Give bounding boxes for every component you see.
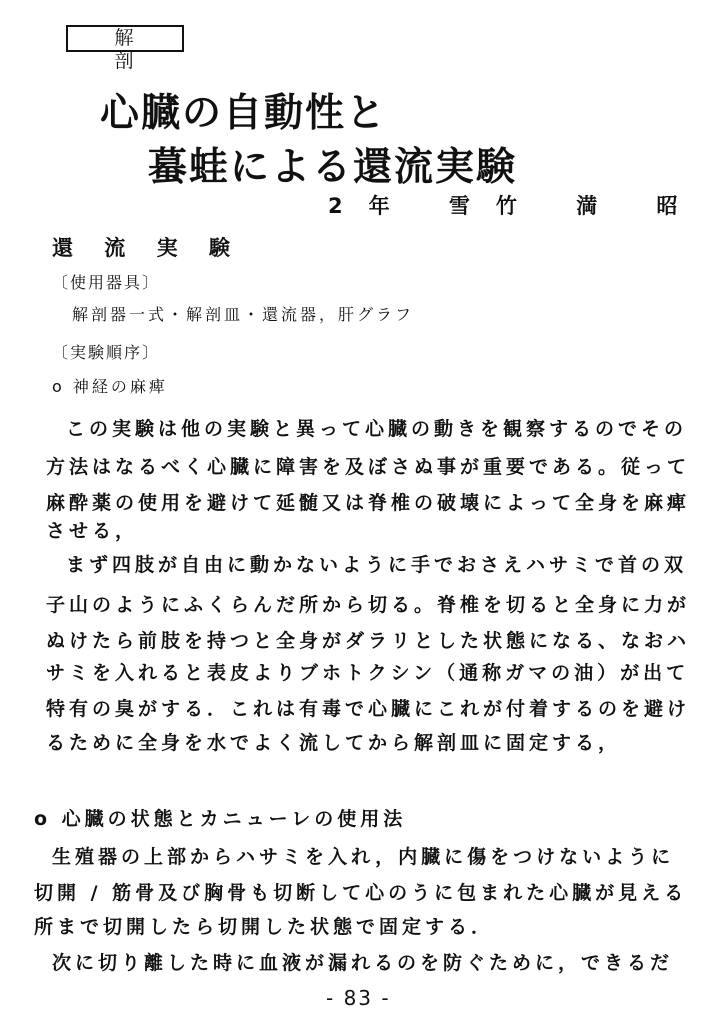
sub-heading-heart: o 心臓の状態とカニューレの使用法 — [34, 808, 407, 830]
equipment-list: 解剖器一式・解剖皿・還流器，肝グラフ — [72, 305, 415, 324]
title-line-2: 蟇蛙による還流実験 — [148, 144, 518, 190]
para2-line: るために全身を水でよく流してから解剖皿に固定する， — [46, 732, 622, 754]
para1-line: させる， — [46, 520, 139, 542]
para3-line: 次に切り離した時に血液が漏れるのを防ぐために，できるだ — [52, 952, 674, 974]
procedure-heading: 〔実験順序〕 — [52, 343, 161, 362]
para2-line: ぬけたら前肢を持つと全身がダラリとした状態になる、なおハ — [46, 630, 691, 652]
author: 2年 雪竹 満 昭 — [328, 194, 704, 218]
para3-line: 生殖器の上部からハサミを入れ，内臓に傷をつけないように — [52, 846, 675, 868]
para2-line: まず四肢が自由に動かないように手でおさえハサミで首の双 — [66, 554, 688, 576]
para1-line: この実験は他の実験と異って心臓の動きを観察するのでその — [66, 418, 688, 440]
para1-line: 麻酔薬の使用を避けて延髄又は脊椎の破壊によって全身を麻痺 — [46, 492, 691, 514]
experiment-heading: 還 流 実 験 — [52, 236, 242, 260]
para1-line: 方法はなるべく心臓に障害を及ぼさぬ事が重要である。従って — [46, 456, 691, 478]
title-line-1: 心臓の自動性と — [100, 90, 388, 136]
para2-line: 特有の臭がする．これは有毒で心臓にこれが付着するのを避け — [46, 698, 691, 720]
para3-line: 所まで切開したら切開した状態で固定する． — [34, 916, 495, 938]
sub-heading-nerve: o 神経の麻痺 — [52, 377, 168, 396]
para3-line: 切開 / 筋骨及び胸骨も切断して心のうに包まれた心臓が見える — [34, 882, 688, 904]
equipment-heading: 〔使用器具〕 — [52, 273, 161, 292]
section-tag: 解 剖 — [66, 25, 184, 52]
para2-line: サミを入れると表皮よりブホトクシン（通称ガマの油）が出て — [46, 662, 690, 684]
para2-line: 子山のようにふくらんだ所から切る。脊椎を切ると全身に力が — [46, 594, 691, 616]
page-number: - 83 - — [326, 986, 391, 1010]
